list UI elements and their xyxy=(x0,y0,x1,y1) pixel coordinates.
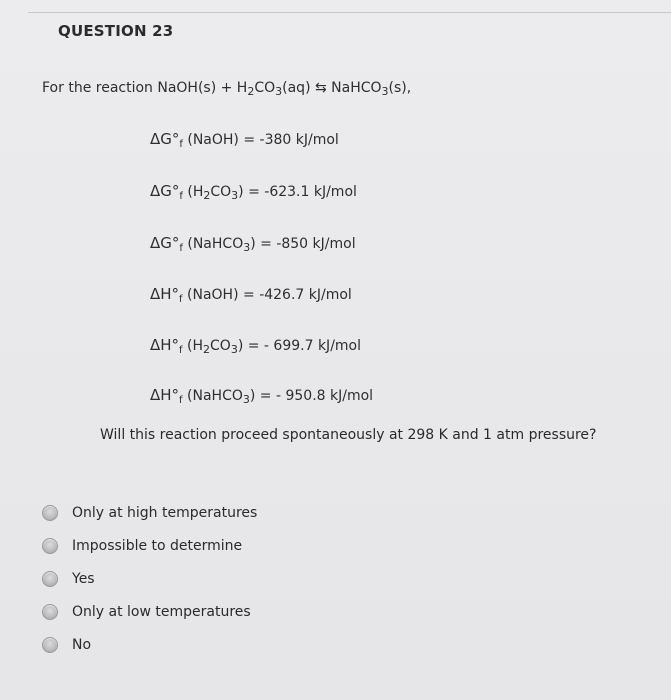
question-ask: Will this reaction proceed spontaneously at 298 K and 1 atm pressure? xyxy=(100,427,597,443)
divider xyxy=(28,12,671,13)
equation-species: (NaOH) = xyxy=(182,287,260,303)
option-label[interactable]: Impossible to determine xyxy=(72,537,243,554)
equation-value: - 699.7 kJ/mol xyxy=(263,338,361,354)
answer-options xyxy=(42,496,257,661)
option-yes[interactable] xyxy=(42,562,257,595)
radio-button[interactable] xyxy=(42,604,58,620)
equation-gf-h2co3 xyxy=(150,182,357,200)
prompt-text-2: CO xyxy=(254,80,276,96)
equation-species-2: CO xyxy=(210,338,231,354)
delta-h-symbol: ΔH° xyxy=(150,386,180,404)
equation-equals: ) = xyxy=(250,236,277,252)
equation-equals: ) = xyxy=(249,388,276,404)
delta-g-symbol: ΔG° xyxy=(150,130,180,148)
radio-button[interactable] xyxy=(42,637,58,653)
option-label[interactable]: Only at high temperatures xyxy=(72,504,258,521)
question-prompt xyxy=(42,80,411,96)
equation-value: - 950.8 kJ/mol xyxy=(275,388,374,404)
equation-equals: ) = xyxy=(238,184,265,200)
delta-h-symbol: ΔH° xyxy=(150,336,180,354)
species-subscript-2: 3 xyxy=(230,343,238,356)
prompt-text-3: (aq) ⇆ NaHCO xyxy=(282,80,382,96)
equation-hf-nahco3 xyxy=(150,386,373,404)
equation-species-1: (NaHCO xyxy=(182,388,243,404)
formation-subscript: f xyxy=(179,395,183,406)
species-subscript-1: 3 xyxy=(242,393,250,406)
prompt-text-1: For the reaction NaOH(s) + H xyxy=(42,80,248,96)
species-subscript-1: 2 xyxy=(203,189,211,202)
species-subscript-1: 2 xyxy=(203,343,211,356)
formation-subscript: f xyxy=(179,294,183,305)
equation-gf-nahco3 xyxy=(150,234,356,252)
equation-species-1: (H xyxy=(182,338,204,354)
radio-button[interactable] xyxy=(42,505,58,521)
prompt-subscript-3: 3 xyxy=(381,85,389,98)
question-title: QUESTION 23 xyxy=(58,22,174,40)
radio-button[interactable] xyxy=(42,538,58,554)
equation-gf-naoh xyxy=(150,130,339,148)
option-label[interactable]: No xyxy=(72,636,92,653)
option-only-at-high-temperatures[interactable] xyxy=(42,496,257,529)
equation-hf-naoh xyxy=(150,285,352,303)
equation-species: (NaOH) = xyxy=(182,132,260,148)
option-impossible-to-determine[interactable] xyxy=(42,529,257,562)
equation-species-2: CO xyxy=(210,184,232,200)
species-subscript-1: 3 xyxy=(243,241,251,254)
option-no[interactable] xyxy=(42,628,257,661)
equation-equals: ) = xyxy=(237,338,264,354)
equation-value: -380 kJ/mol xyxy=(259,132,339,148)
option-label[interactable]: Only at low temperatures xyxy=(72,603,251,620)
option-only-at-low-temperatures[interactable] xyxy=(42,595,257,628)
equation-value: -623.1 kJ/mol xyxy=(264,184,357,200)
equation-hf-h2co3 xyxy=(150,336,361,354)
equation-value: -850 kJ/mol xyxy=(276,236,356,252)
delta-g-symbol: ΔG° xyxy=(150,234,180,252)
delta-h-symbol: ΔH° xyxy=(150,285,180,303)
formation-subscript: f xyxy=(179,139,183,150)
equation-species-1: (NaHCO xyxy=(182,236,244,252)
formation-subscript: f xyxy=(179,243,183,254)
formation-subscript: f xyxy=(179,345,183,356)
species-subscript-2: 3 xyxy=(231,189,239,202)
radio-button[interactable] xyxy=(42,571,58,587)
prompt-subscript-1: 2 xyxy=(247,85,255,98)
delta-g-symbol: ΔG° xyxy=(150,182,180,200)
formation-subscript: f xyxy=(179,191,183,202)
prompt-subscript-2: 3 xyxy=(275,85,283,98)
option-label[interactable]: Yes xyxy=(72,570,95,587)
prompt-text-4: (s), xyxy=(388,80,412,96)
equation-value: -426.7 kJ/mol xyxy=(259,287,352,303)
equation-species-1: (H xyxy=(182,184,204,200)
